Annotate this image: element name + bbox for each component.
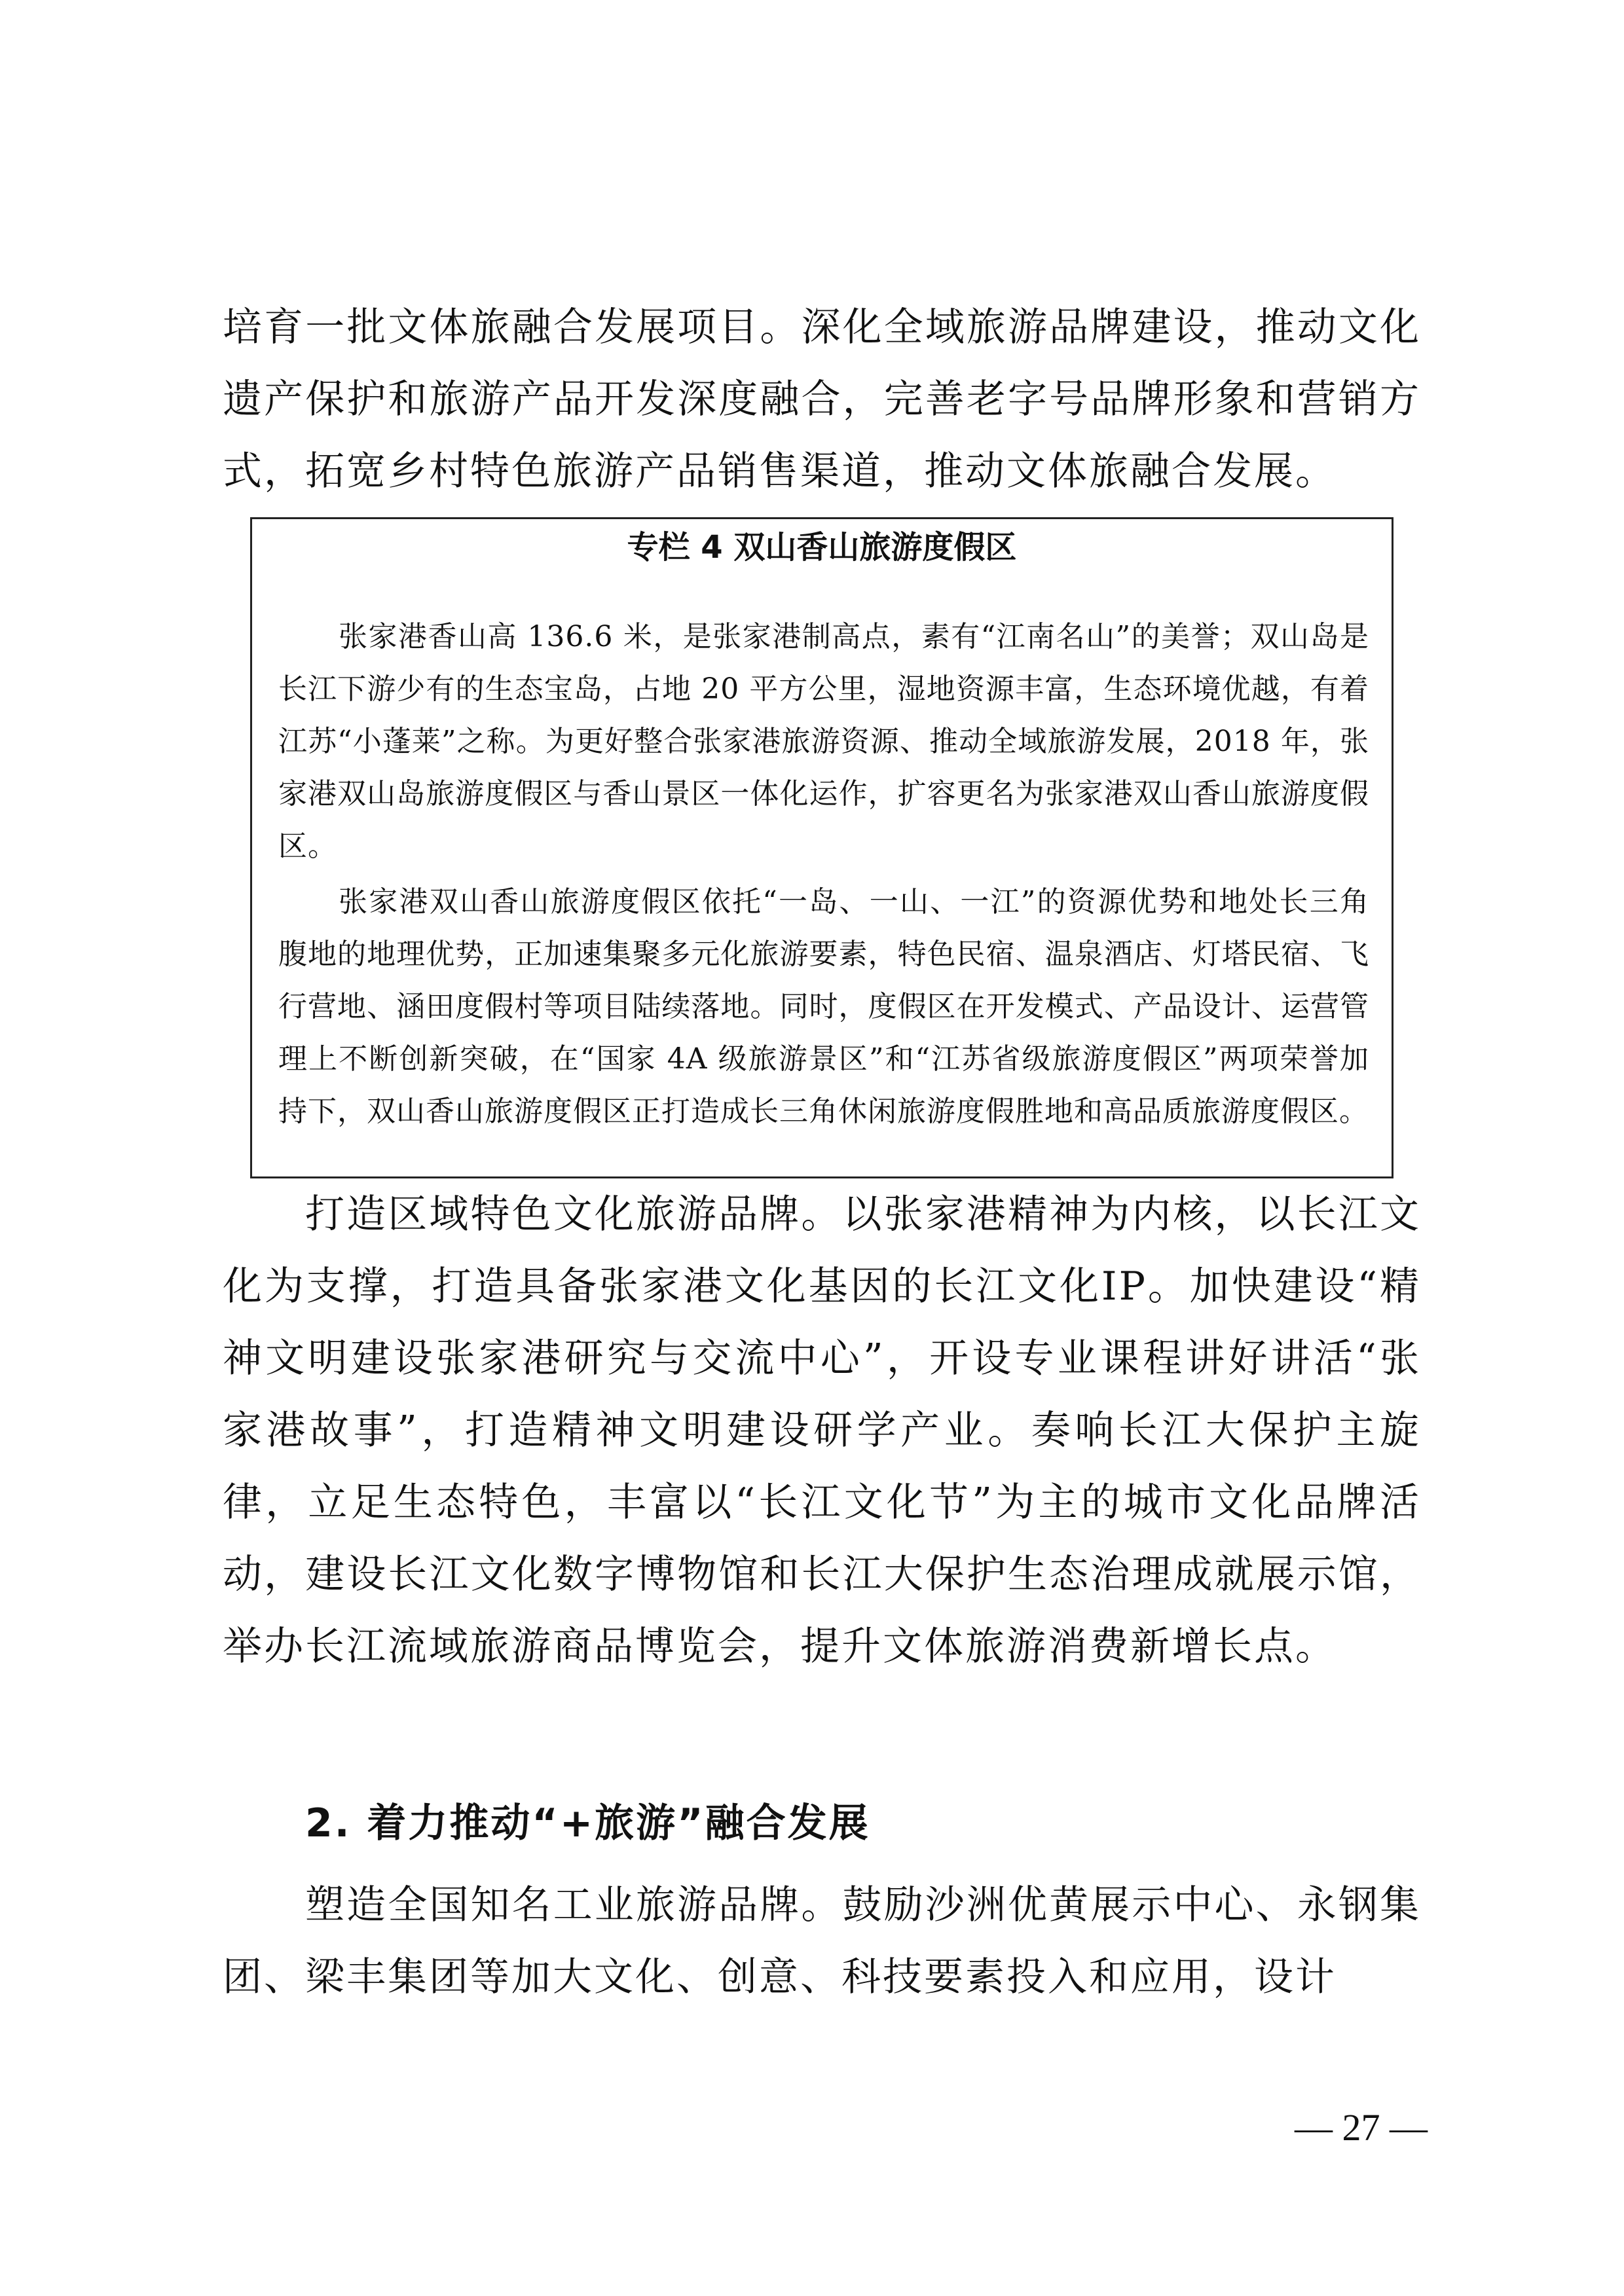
feature-column-paragraph-1: 张家港香山高 136.6 米，是张家港制高点，素有“江南名山”的美誉；双山岛是长江下游少有的生态宝岛，占地 20 平方公里，湿地资源丰富，生态环境优越，有着江苏“小蓬莱”之称。为更好整合张家港旅游资源、推动全域旅游发展，2018 年，张家港双山岛旅游度假区与香山景区一体化运作，扩容更名为张家港双山香山旅游度假区。	[278, 620, 1369, 863]
body-paragraph-culture-sports-tourism: 培育一批文体旅融合发展项目。深化全域旅游品牌建设，推动文化遗产保护和旅游产品开发深度融合，完善老字号品牌形象和营销方式，拓宽乡村特色旅游产品销售渠道，推动文体旅融合发展。	[223, 304, 1421, 494]
section-heading: 2. 着力推动“+旅游”融合发展	[305, 1800, 870, 1846]
feature-column-title: 专栏 4 双山香山旅游度假区	[627, 529, 1017, 566]
page-number: — 27 —	[1295, 2106, 1428, 2149]
feature-column-paragraph-2: 张家港双山香山旅游度假区依托“一岛、一山、一江”的资源优势和地处长三角腹地的地理优势，正加速集聚多元化旅游要素，特色民宿、温泉酒店、灯塔民宿、飞行营地、涵田度假村等项目陆续落地。同时，度假区在开发模式、产品设计、运营管理上不断创新突破，在“国家 4A 级旅游景区”和“江苏省级旅游度假区”两项荣誉加持下，双山香山旅游度假区正打造成长三角休闲旅游度假胜地和高品质旅游度假区。	[278, 885, 1369, 1128]
body-paragraph-regional-brand: 打造区域特色文化旅游品牌。以张家港精神为内核，以长江文化为支撑，打造具备张家港文化基因的长江文化IP。加快建设“精神文明建设张家港研究与交流中心”，开设专业课程讲好讲活“张家港故事”，打造精神文明建设研学产业。奏响长江大保护主旋律，立足生态特色，丰富以“长江文化节”为主的城市文化品牌活动，建设长江文化数字博物馆和长江大保护生态治理成就展示馆，举办长江流域旅游商品博览会，提升文体旅游消费新增长点。	[223, 1192, 1421, 1669]
feature-column-box	[250, 517, 1393, 1178]
body-paragraph-industrial-tourism: 塑造全国知名工业旅游品牌。鼓励沙洲优黄展示中心、永钢集团、梁丰集团等加大文化、创意、科技要素投入和应用，设计	[223, 1882, 1421, 2000]
